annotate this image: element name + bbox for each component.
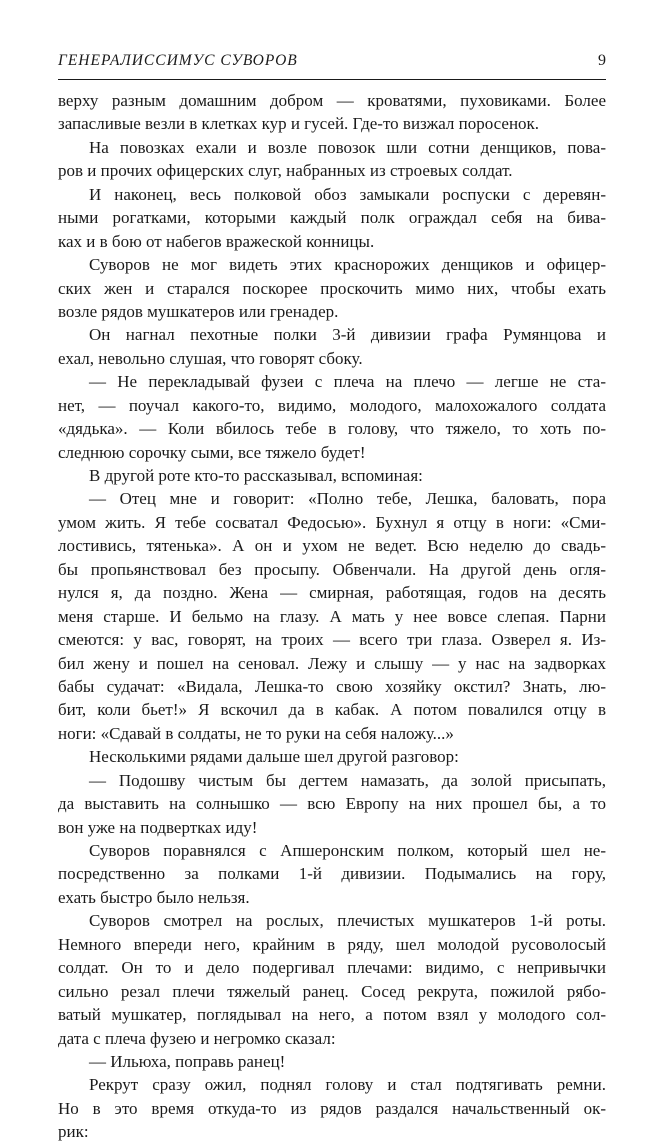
text-line: ватый мушкатер, поглядывал на него, а потом взял у молодого сол- bbox=[58, 1005, 606, 1025]
text-line: следнюю сорочку сыми, все тяжело будет! bbox=[58, 442, 366, 462]
text-line: ках и в бою от набегов вражеской конницы. bbox=[58, 231, 375, 251]
text-line: рик: bbox=[58, 1122, 89, 1142]
text-line: — Подошву чистым бы дегтем намазать, да золой присыпать, bbox=[89, 770, 606, 790]
text-line: нет, — поучал какого-то, видимо, молодого, малохожалого солдата bbox=[58, 395, 606, 415]
text-line: ехал, невольно слушая, что говорят сбоку. bbox=[58, 348, 363, 368]
text-line: Немного впереди него, крайним в ряду, шел молодой русоволосый bbox=[58, 934, 606, 954]
text-line: нулся я, да поздно. Жена — смирная, работящая, годов на десять bbox=[58, 583, 606, 603]
text-line: Суворов смотрел на рослых, плечистых мушкатеров 1-й роты. bbox=[89, 911, 606, 931]
text-line: запасливые везли в клетках кур и гусей. Где-то визжал поросенок. bbox=[58, 114, 540, 134]
text-line: — Ильюха, поправь ранец! bbox=[89, 1051, 286, 1071]
text-line: Несколькими рядами дальше шел другой разговор: bbox=[89, 747, 459, 767]
text-line: посредственно за полками 1-й дивизии. Подымались на гору, bbox=[58, 864, 606, 884]
text-line: Суворов поравнялся с Апшеронским полком, который шел не- bbox=[89, 841, 606, 860]
text-line: меня старше. И бельмо на глазу. А мать у нее вовсе слепая. Парни bbox=[58, 606, 606, 626]
text-line: В другой роте кто-то рассказывал, вспоминая: bbox=[89, 466, 423, 485]
text-line: бит, коли бьет!» Я вскочил да в кабак. А потом повалился отцу в bbox=[58, 700, 606, 720]
running-head bbox=[58, 52, 606, 76]
text-line: — Не перекладывай фузеи с плеча на плечо — легше не ста- bbox=[89, 372, 606, 392]
text-line: вон уже на подвертках иду! bbox=[58, 817, 258, 837]
text-line: лостивись, тятенька». А он и ухом не ведет. Всю неделю до свадь- bbox=[58, 536, 606, 556]
text-line: бы пропьянствовал без просыпу. Обвенчали. На другой день огля- bbox=[58, 559, 606, 579]
text-line: солдат. Он то и дело подергивал плечами: видимо, с непривычки bbox=[58, 958, 606, 978]
header-rule bbox=[58, 79, 606, 80]
text-line: ными рогатками, которыми каждый полк ограждал себя на бива- bbox=[58, 208, 606, 228]
running-title: ГЕНЕРАЛИССИМУС СУВОРОВ bbox=[58, 52, 298, 69]
text-line: ноги: «Сдавай в солдаты, не то руки на себя наложу...» bbox=[58, 723, 454, 743]
text-line: дата с плеча фузею и негромко сказал: bbox=[58, 1028, 336, 1048]
text-line: И наконец, весь полковой обоз замыкали роспуски с деревян- bbox=[89, 184, 606, 204]
text-line: «дядька». — Коли вбилось тебе в голову, что тяжело, то хоть по- bbox=[58, 419, 606, 439]
text-line: ских жен и старался поскорее проскочить мимо них, чтобы ехать bbox=[58, 278, 606, 298]
page-number: 9 bbox=[598, 52, 606, 69]
text-line: да выставить на солнышко — всю Европу на них прошел бы, а то bbox=[58, 794, 606, 814]
text-line: Он нагнал пехотные полки 3-й дивизии графа Румянцова и bbox=[89, 325, 606, 345]
text-line: Суворов не мог видеть этих краснорожих денщиков и офицер- bbox=[89, 255, 606, 275]
text-line: — Отец мне и говорит: «Полно тебе, Лешка, баловать, пора bbox=[89, 489, 606, 509]
text-line: умом жить. Я тебе сосватал Федосью». Бухнул я отцу в ноги: «Сми- bbox=[58, 512, 606, 532]
text-line: сильно резал плечи тяжелый ранец. Сосед рекрута, пожилой рябо- bbox=[58, 981, 606, 1001]
text-line: бил жену и пошел на сеновал. Лежу и слышу — у нас на задворках bbox=[58, 653, 606, 673]
text-line: ров и прочих офицерских слуг, набранных из строевых солдат. bbox=[58, 161, 513, 181]
text-line: Рекрут сразу ожил, поднял голову и стал подтягивать ремни. bbox=[89, 1075, 606, 1095]
text-line: ехать быстро было нельзя. bbox=[58, 887, 250, 907]
text-line: Но в это время откуда-то из рядов раздался начальственный ок- bbox=[58, 1098, 606, 1118]
body-text bbox=[58, 89, 606, 1144]
text-line: верху разным домашним добром — кроватями, пуховиками. Более bbox=[58, 91, 606, 110]
text-line: На повозках ехали и возле повозок шли сотни денщиков, пова- bbox=[89, 137, 606, 157]
text-line: смеются: у вас, говорят, на троих — всего три глаза. Озверел я. Из- bbox=[58, 630, 606, 650]
text-line: бабы судачат: «Видала, Лешка-то свою хозяйку окстил? Знать, лю- bbox=[58, 676, 606, 696]
text-line: возле рядов мушкатеров или гренадер. bbox=[58, 301, 339, 321]
